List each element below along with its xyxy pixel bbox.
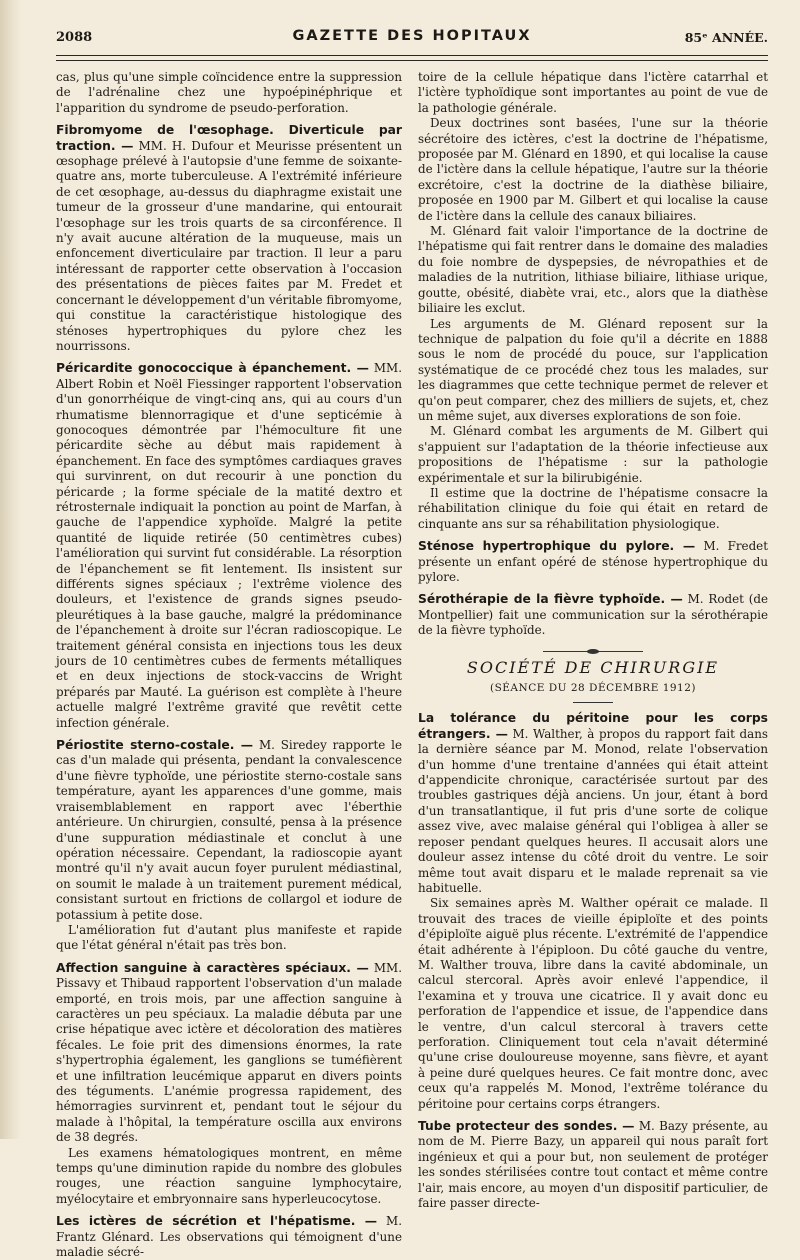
section-title: SOCIÉTÉ DE CHIRURGIE: [466, 657, 720, 677]
left-column: [56, 70, 402, 1260]
article-heading: Périostite sterno-costale. —: [56, 738, 254, 753]
paragraph: Les examens hématologiques montrent, en même temps qu'une diminution rapide du nombre des globules rouges, une réaction sanguine lymphocytaire, myélocytaire et embryonnaire sans hyperleucocytose.: [56, 1145, 402, 1206]
article-body: MM. Albert Robin et Noël Fiessinger rapportent l'observation d'un gonorrhéique de vingt-cinq ans, qui au cours d'un rhumatisme blennorragique et d'une septicémie à gonocoques démontrée par l'hémoculture fit une péricardite sèche au début mais rapidement à épanchement. En face des symptômes cardiaques graves qui survinrent, on dut recourir à une ponction du péricarde ; la forme spéciale de la matité dextro et rétrosternale indiquait la ponction au point de Marfan, à gauche de l'appendice xyphoïde. Malgré la petite quantité de liquide retirée (50 centimètres cubes) l'amélioration qui survint fut considérable. La résorption de l'épanchement se fit lentement. Ils insistent sur différents signes spéciaux ; l'extrême violence des douleurs, et l'existence de grands signes pseudo-pleurétiques à la base gauche, malgré la prédominance de l'épanchement à droite sur l'écran radioscopique. Le traitement général consista en injections tous les deux jours de 10 centimètres cubes de ferments métalliques et en deux injections de stock-vaccins de Wright préparés par Mauté. La guérison est complète à l'heure actuelle malgré l'extrême gravité que revêtit cette infection générale.: [56, 361, 403, 730]
paragraph: Les arguments de M. Glénard reposent sur la technique de palpation du foie qu'il a décrite en 1888 sous le nom de procédé du pouce, sur l'application systématique de ce procédé chez tous les malades, sur les diagrammes que cette technique permet de relever et qu'on peut comparer, chez des milliers de sujets, et, chez un même sujet, aux diverses explorations de son foie.: [418, 316, 768, 423]
paragraph: toire de la cellule hépatique dans l'ictère catarrhal et l'ictère typhoïdique sont importantes au point de vue de la pathologie générale.: [418, 70, 768, 115]
page-number: 2088: [56, 30, 93, 45]
article-body: M. Frantz Glénard. Les observations qui témoignent d'une maladie sécré-: [56, 1214, 402, 1260]
article-fibromyome: [56, 123, 402, 354]
article-serotherapie: [418, 592, 768, 638]
article-heading: Affection sanguine à caractères spéciaux. —: [56, 960, 369, 975]
article-stenose: [418, 539, 768, 585]
article-body: MM. H. Dufour et Meurisse présentent un œsophage prélevé à l'autopsie d'une femme de soixante-quatre ans, morte tuberculeuse. A l'extrémité inférieure de cet œsophage, au-dessus du diaphragme existait une tumeur de la grosseur d'une mandarine, qui entourait l'œsophage sur les trois quarts de sa circonférence. Il n'y avait aucune altération de la muqueuse, mais un enfoncement diverticulaire par traction. Il leur a paru intéressant de rapporter cette observation à l'occasion des présentations de pièces faites par M. Fredet et concernant le développement d'un véritable fibromyome, qui constitue la caractéristique histologique des sténoses hypertrophiques du pylore chez les nourrissons.: [56, 138, 402, 353]
journal-title: GAZETTE DES HOPITAUX: [292, 28, 532, 44]
section-date-rule: [573, 702, 613, 703]
paragraph: Six semaines après M. Walther opérait ce malade. Il trouvait des traces de vieille épiploïte et des points d'épiploïte aiguë plus récente. L'extrémité de l'appendice était adhérente à l'épiploon. Du côté gauche du ventre, M. Walther trouva, libre dans la cavité abdominale, un calcul stercoral. Après avoir enlevé l'appendice, il l'examina et y trouva une cicatrice. Il y avait donc eu perforation de l'appendice et issue, de l'appendice dans le ventre, d'un calcul stercoral à travers cette perforation. Cliniquement tout cela n'avait déterminé qu'une crise douloureuse moyenne, sans fièvre, et ayant à peine duré quelques heures. Ce fait montre donc, avec ceux qu'a rappelés M. Monod, l'extrême tolérance du péritoine pour certains corps étrangers.: [418, 896, 768, 1111]
paragraph: Deux doctrines sont basées, l'une sur la théorie sécrétoire des ictères, c'est la doctrine de l'hépatisme, proposée par M. Glénard en 1890, et qui localise la cause de l'ictère dans la cellule hépatique, l'autre sur la théorie excrétoire, c'est la doctrine de la diathèse biliaire, proposée en 1900 par M. Gilbert et qui localise la cause de l'ictère dans la cellule des canaux biliaires.: [418, 116, 768, 223]
article-heading: Sténose hypertrophique du pylore. —: [418, 539, 696, 554]
article-heading: Fibromyome de l'œsophage. Diverticule par traction. —: [56, 123, 402, 153]
article-heading: Tube protecteur des sondes. —: [418, 1119, 635, 1133]
journal-year: 85ᵉ ANNÉE.: [684, 30, 768, 45]
paragraph: M. Glénard fait valoir l'importance de la doctrine de l'hépatisme qui fait rentrer dans le domaine des maladies du foie nombre de dyspepsies, de névropathies et de maladies de la nutrition, lithiase biliaire, lithiase urique, goutte, obésité, diabète vrai, etc., alors que la diathèse biliaire les exclut.: [418, 224, 768, 316]
article-heading: La tolérance du péritoine pour les corps étrangers. —: [418, 711, 768, 741]
right-column: [418, 70, 768, 1211]
article-pericardite: [56, 361, 402, 731]
article-body: M. Bazy présente, au nom de M. Pierre Bazy, un appareil qui nous paraît fort ingénieux et qui a pour but, non seulement de protéger les sondes stérilisées contre tout contact et même contre l'air, mais encore, au moyen d'un dispositif particulier, de faire passer directe-: [418, 1119, 768, 1211]
article-heading: Les ictères de sécrétion et l'hépatisme. —: [56, 1214, 378, 1229]
section-divider: [543, 651, 643, 652]
paragraph: Il estime que la doctrine de l'hépatisme consacre la réhabilitation clinique du foie qui était en retard de cinquante ans sur sa réhabilitation physiologique.: [418, 485, 768, 531]
article-body: M. Siredey rapporte le cas d'un malade qui présenta, pendant la convalescence d'une fièvre typhoïde, une périostite sterno-costale sans température, ayant les apparences d'une gomme, mais vraisemblablement en rapport avec l'éberthie antérieure. Un chirurgien, consulté, pensa à la présence d'une suppuration médiastinale et conclut à une opération nécessaire. Cependant, la radioscopie ayant montré qu'il n'y avait aucun foyer purulent médiastinal, on soumit le malade à un traitement purement médical, consistant surtout en frictions de collargol et iodure de potassium à petite dose.: [56, 738, 403, 922]
paragraph: cas, plus qu'une simple coïncidence entre la suppression de l'adrénaline chez une hypoépinéphrique et l'apparition du syndrome de pseudo-perforation.: [56, 70, 402, 115]
paragraph: M. Glénard combat les arguments de M. Gilbert qui s'appuient sur l'adaptation de la théorie infectieuse aux propositions de l'hépatisme : sur la pathologie expérimentale et sur la bilirubigénie.: [418, 424, 768, 485]
article-body: M. Fredet présente un enfant opéré de sténose hypertrophique du pylore.: [418, 539, 768, 584]
article-body: M. Rodet (de Montpellier) fait une communication sur la sérothérapie de la fièvre typhoïde.: [418, 592, 769, 638]
article-body: MM. Pissavy et Thibaud rapportent l'observation d'un malade emporté, en trois mois, par une affection sanguine à caractères un peu spéciaux. La maladie débuta par une crise hépatique avec ictère et décoloration des matières fécales. Le foie prit des dimensions énormes, la rate s'hypertrophia également, les ganglions se tuméfièrent et une infiltration leucémique apparut en divers points des téguments. L'anémie progressa rapidement, des hémorragies survinrent et, pendant tout le séjour du malade à l'hôpital, la température oscilla aux environs de 38 degrés.: [56, 960, 403, 1145]
section-date: (SÉANCE DU 28 DÉCEMBRE 1912): [489, 682, 697, 695]
page-binding-shadow: [0, 0, 22, 1139]
article-tolerance: [418, 711, 768, 896]
header-rule-top: [56, 55, 768, 56]
article-heading: Sérothérapie de la fièvre typhoïde. —: [418, 592, 683, 607]
article-periostite: [56, 738, 402, 923]
article-tube-protecteur: [418, 1119, 768, 1211]
page-header: [56, 26, 768, 52]
header-rule-bottom: [56, 60, 768, 61]
article-body: M. Walther, à propos du rapport fait dans la dernière séance par M. Monod, relate l'observation d'un homme d'une trentaine d'années qui était atteint d'appendicite chronique, caractérisée surtout par des troubles gastriques déjà anciens. Un jour, étant à bord d'un transatlantique, il fut pris d'une sorte de colique assez vive, avec malaise général qui l'obligea à aller se reposer pendant quelques heures. Il accusait alors une douleur assez intense du côté droit du ventre. Le soir même tout avait disparu et le malade reprenait sa vie habituelle.: [418, 726, 768, 895]
article-heading: Péricardite gonococcique à épanchement. —: [56, 361, 369, 376]
article-icteres: [56, 1214, 402, 1260]
article-affection-sanguine: [56, 961, 402, 1146]
paragraph: L'amélioration fut d'autant plus manifeste et rapide que l'état général n'était pas très bon.: [56, 922, 402, 953]
